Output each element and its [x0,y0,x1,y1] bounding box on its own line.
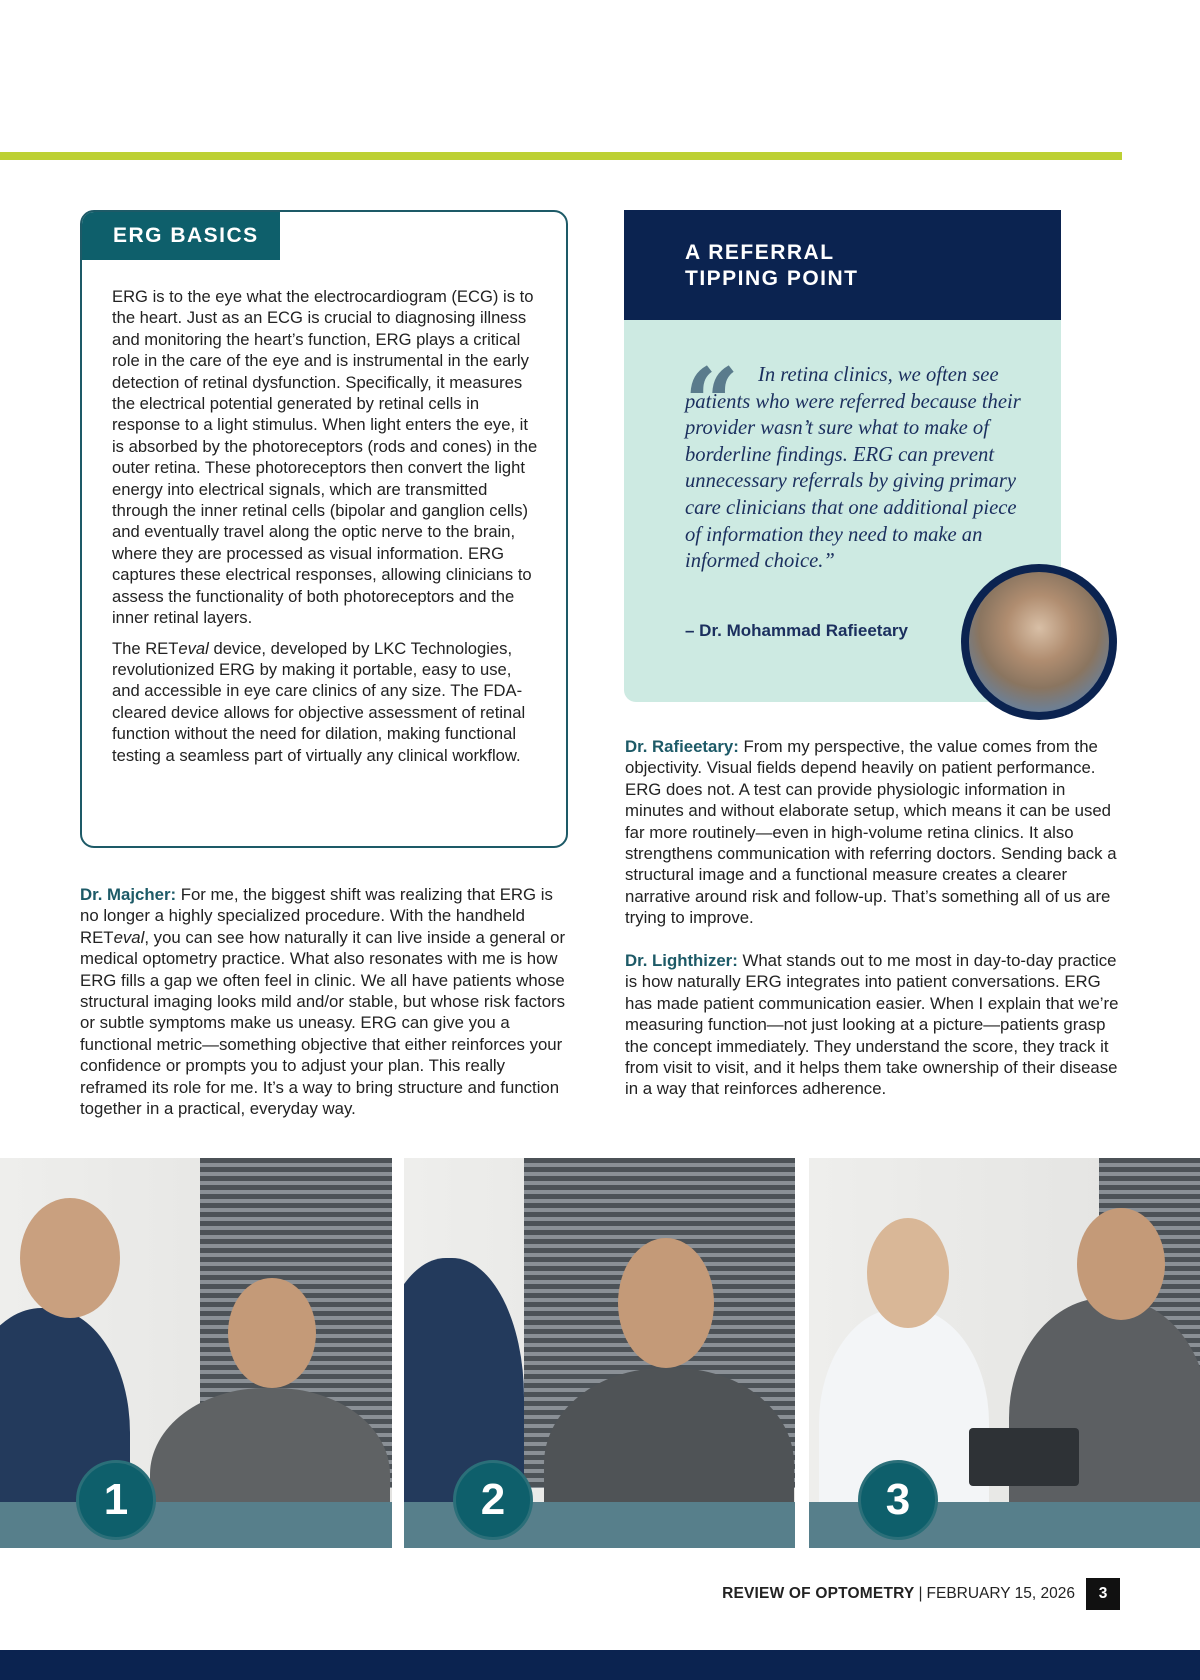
referral-title-line-2: TIPPING POINT [685,267,859,290]
rafieetary-paragraph [625,736,1123,929]
issue-date: FEBRUARY 15, 2026 [926,1585,1075,1602]
page-number: 3 [1086,1578,1120,1610]
rafieetary-speaker-label: Dr. Rafieetary: [625,737,739,756]
photo-1-number-badge: 1 [76,1460,156,1540]
top-accent-rule [0,152,1122,160]
photo-3-doctor-head [867,1218,949,1328]
erg-basics-box [80,210,568,848]
photo-2 [404,1158,795,1548]
footer-separator: | [918,1585,923,1602]
lighthizer-text: What stands out to me most in day-to-day practice is how naturally ERG integrates into patient conversations. ERG has made patient communication easier. When I explain that we’re measuring function—not just looking at a picture—patients grasp the concept immediately. They understand the score, they track it from visit to visit, and it helps them take ownership of their disease in a way that reinforces adherence. [625,951,1119,1099]
lighthizer-speaker-label: Dr. Lighthizer: [625,951,738,970]
reteval-prefix: The RET [112,638,179,658]
photo-1 [0,1158,392,1548]
referral-header [624,210,1061,320]
lighthizer-paragraph [625,950,1123,1100]
photo-3-patient-head [1077,1208,1165,1320]
reteval-italic: eval [178,638,209,658]
majcher-paragraph [80,884,570,1119]
photo-3-tablet [969,1428,1079,1486]
photo-2-patient-head [618,1238,714,1368]
photo-1-patient-head [228,1278,316,1388]
erg-basics-title: ERG BASICS [82,212,280,260]
erg-basics-paragraph-2-rest: device, developed by LKC Technologies, revolutionized ERG by making it portable, easy to use, and accessible in eye care clinics of any size. The FDA-cleared device allows for objective assessment of retinal function without the need for dilation, making functional testing a seamless part of virtually any clinical workflow. [112,638,526,765]
page-footer [722,1578,1120,1610]
referral-quote-text: In retina clinics, we often see patients who were referred because their provider wasn’t sure what to make of borderline findings. ERG can prevent unnecessary referrals by giving primary care clinicians that one additional piece of information they need to make an informed choice.” [685,364,1021,573]
majcher-speaker-label: Dr. Majcher: [80,885,177,904]
publication-name: REVIEW OF OPTOMETRY [722,1585,915,1602]
erg-basics-body [112,286,542,775]
photo-3 [809,1158,1200,1548]
referral-title-line-1: A REFERRAL [685,241,835,264]
avatar-photo [969,572,1109,712]
bottom-bar [0,1650,1200,1680]
photo-3-number-badge: 3 [858,1460,938,1540]
referral-quote-author: – Dr. Mohammad Rafieetary [685,621,908,640]
photo-1-clinician-head [20,1198,120,1318]
quote-mark-icon: “ [684,347,740,460]
photo-2-number-badge: 2 [453,1460,533,1540]
erg-basics-paragraph-1: ERG is to the eye what the electrocardiogram (ECG) is to the heart. Just as an ECG is crucial to diagnosing illness and monitoring the heart’s function, ERG plays a critical role in the care of the eye and is instrumental in the early detection of retinal dysfunction. Specifically, it measures the electrical potential generated by retinal cells in response to a light stimulus. When light enters the eye, it is absorbed by the photoreceptors (rods and cones) in the outer retina. These photoreceptors then convert the light energy into electrical signals, which are transmitted through the inner retinal cells (bipolar and ganglion cells) and eventually travel along the optic nerve to the brain, where they are processed as visual information. ERG captures these electrical responses, allowing clinicians to assess the functionality of both photoreceptors and the inner retinal layers. [112,287,538,628]
avatar [961,564,1117,720]
photo-1-caption-bar [0,1502,392,1548]
majcher-text-italic: eval [113,927,145,947]
majcher-text-1: For me, the biggest shift was realizing that ERG is no longer a highly specialized procedure. With the handheld RET [80,885,553,947]
rafieetary-text: From my perspective, the value comes from the objectivity. Visual fields depend heavily on patient performance. ERG does not. A test can provide physiologic information in minutes and without elaborate setup, which means it can be used far more routinely—even in high-volume retina clinics. It also strengthens communication with referring doctors. Sending back a structural image and a functional measure creates a clearer narrative around risk and follow-up. That’s something all of us are trying to improve. [625,737,1117,928]
majcher-text-2: , you can see how naturally it can live inside a general or medical optometry practice. What also resonates with me is how ERG fills a gap we often feel in clinic. We all have patients whose structural imaging looks mild and/or stable, but whose risk factors or subtle symptoms make us uneasy. ERG can give you a functional metric—something objective that either reinforces your confidence or prompts you to adjust your plan. This really reframed its role for me. It’s a way to bring structure and function together in a practical, everyday way. [80,927,566,1119]
erg-basics-paragraph-2 [112,638,542,766]
